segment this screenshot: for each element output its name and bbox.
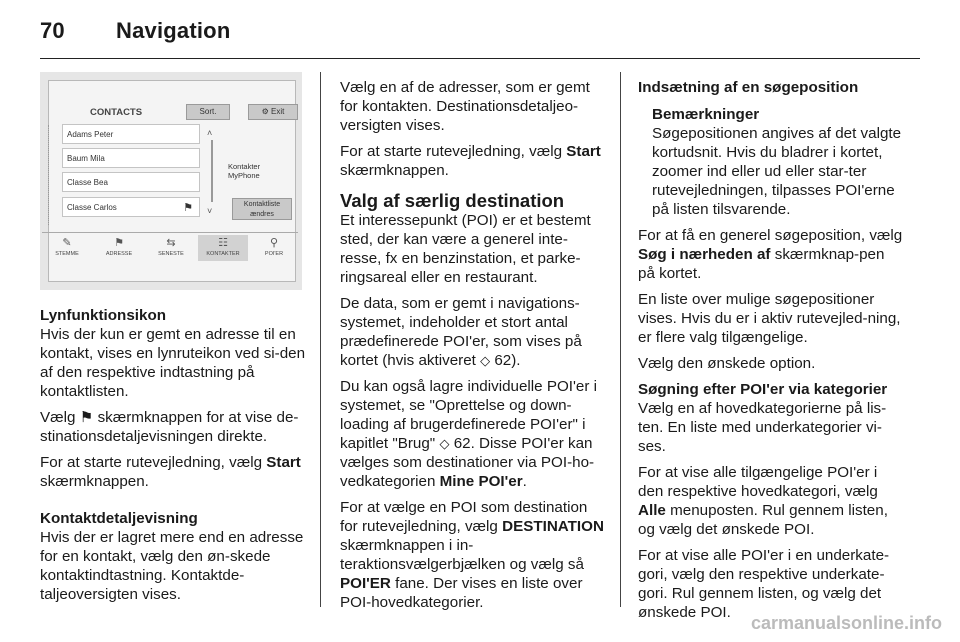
paragraph-poi: Et interessepunkt (POI) er et bestemt sted, der kan være a generel inte-resse, fx en benzinstation, et parke-ringsareal eller en restaurant. — [340, 212, 591, 286]
text: menuposten. Rul gennem listen, og vælg det ønskede POI. — [638, 502, 888, 538]
alle-keyword: Alle — [638, 502, 666, 519]
reference-arrow-icon: ◇ — [439, 436, 450, 451]
contact-row: Classe Bea — [62, 172, 200, 192]
paragraph-lyn: Hvis der kun er gemt en adresse til en kontakt, vises en lynruteikon ved si-den af den respektive indtastning på kontaktlisten. — [40, 326, 306, 400]
destination-keyword: DESTINATION — [502, 518, 604, 535]
edit-contacts-line1: Kontaktliste — [243, 201, 281, 208]
edit-contacts-line2: ændres — [250, 211, 274, 218]
tab-label: SENESTE — [158, 251, 184, 257]
contact-row — [62, 197, 200, 217]
tab-label: STEMME — [55, 251, 79, 257]
section-title: Navigation — [116, 18, 231, 43]
paragraph-vaelg — [40, 408, 306, 446]
heading-kontaktdetaljevisning: Kontaktdetaljevisning — [40, 510, 198, 527]
text: skærmknappen. — [40, 473, 149, 490]
sort-button: Sort. — [186, 104, 230, 120]
tab-label: ADRESSE — [105, 251, 133, 257]
heading-bemaerkninger: Bemærkninger — [652, 106, 760, 123]
start-keyword: Start — [266, 454, 301, 471]
text: For at starte rutevejledning, vælg — [340, 143, 563, 160]
paragraph-under: For at vise alle POI'er i en underkate-gori, vælg den respektive underkate-gori. Rul gennem listen, og vælg det ønskede POI. — [638, 547, 890, 621]
index-dots — [48, 125, 51, 225]
flag-icon: ⚑ — [183, 202, 193, 214]
reference-arrow-icon: ◇ — [480, 353, 491, 368]
column-divider-1 — [320, 72, 321, 607]
text: 62. Disse POI'er kan vælges som destinationer via POI-ho-vedkategorien — [340, 435, 595, 490]
text: skærmknappen for at vise de-stinationsdetaljevisningen direkte. — [40, 409, 299, 445]
header-rule — [40, 58, 920, 59]
tab-label: POI'ER — [264, 251, 284, 257]
paragraph-destination — [340, 498, 606, 612]
exit-button — [248, 104, 298, 120]
paragraph-start — [40, 453, 306, 491]
scroll-up-icon: ˄ — [207, 128, 213, 138]
tab-adresse — [94, 235, 144, 261]
start-keyword: Start — [566, 143, 601, 160]
paragraph-du — [340, 377, 606, 491]
sog-keyword: Søg i nærheden af — [638, 246, 771, 263]
paragraph-kontakt: Hvis der er lagret mere end en adresse for en kontakt, vælg den øn-skede kontaktindtastning. Kontaktde-taljeoversigten vises. — [40, 529, 304, 603]
paragraph-data — [340, 294, 606, 370]
tab-stemme — [42, 235, 92, 261]
column-divider-2 — [620, 72, 621, 607]
gear-icon: ⚙ — [261, 107, 269, 116]
tab-seneste — [146, 235, 196, 261]
heading-indsaetning: Indsætning af en søgeposition — [638, 79, 859, 96]
text: De data, som er gemt i navigations-systemet, indeholder et stort antal prædefinerede POI'er, som vises på kortet (hvis aktiveret — [340, 295, 582, 369]
text: skærmknappen i in-teraktionsvælgerbjælken og vælg så — [340, 537, 584, 573]
text: Du kan også lagre individuelle POI'er i systemet, se "Oprettelse og down-loading af brugerdefinerede POI'er" i kapitlet "Brug" — [340, 378, 598, 452]
page-header — [40, 18, 230, 44]
note-box — [638, 105, 904, 219]
paragraph-alle — [638, 463, 904, 539]
paragraph-adresse: Vælg en af de adresser, som er gemt for kontakten. Destinationsdetaljeo-versigten vises. — [340, 79, 590, 134]
scroll-down-icon: ˅ — [207, 206, 213, 216]
contact-row: Adams Peter — [62, 124, 200, 144]
paragraph-liste: En liste over mulige søgepositioner vises. Hvis du er i aktiv rutevejled-ning, er flere valg tilgængelige. — [638, 291, 901, 346]
column-3 — [638, 78, 904, 629]
poier-keyword: POI'ER — [340, 575, 391, 592]
exit-label: Exit — [271, 107, 285, 116]
paragraph-hoved: Vælg en af hovedkategorierne på lis-ten. En liste med underkategorier vi-ses. — [638, 400, 887, 455]
edit-contacts-button — [232, 198, 292, 220]
paragraph-option: Vælg den ønskede option. — [638, 355, 816, 372]
text: For at vælge en POI som destination for rutevejledning, vælg — [340, 499, 588, 535]
tab-poier — [250, 235, 298, 261]
text: 62). — [494, 352, 521, 369]
column-2 — [340, 78, 606, 619]
side-label: Kontakter MyPhone — [228, 162, 261, 180]
tab-label: KONTAKTER — [206, 251, 240, 257]
text: Vælg — [40, 409, 76, 426]
poi-icon: ⚲ — [269, 237, 279, 249]
scroll-bar — [211, 140, 213, 202]
mine-poier-keyword: Mine POI'er — [439, 473, 523, 490]
text: For at starte rutevejledning, vælg — [40, 454, 263, 471]
paragraph-generel — [638, 226, 904, 283]
text: fane. Der vises en liste over POI-hovedkategorier. — [340, 575, 583, 611]
heading-sogning: Søgning efter POI'er via kategorier — [638, 381, 888, 398]
text: For at få en generel søgeposition, vælg — [638, 227, 903, 244]
tab-kontakter — [198, 235, 248, 261]
column-1 — [40, 306, 306, 611]
flag-icon: ⚑ — [79, 409, 94, 426]
watermark: carmanualsonline.info — [750, 613, 942, 633]
flag-icon: ⚑ — [114, 237, 124, 249]
contact-row: Baum Mila — [62, 148, 200, 168]
text: . — [522, 473, 527, 490]
history-icon: ⇆ — [166, 237, 176, 249]
tab-divider — [42, 232, 298, 233]
page-number: 70 — [40, 18, 65, 43]
heading-valg-af-saerlig-destination: Valg af særlig destination — [340, 190, 565, 211]
paragraph-start — [340, 142, 606, 180]
text: skærmknappen. — [340, 162, 449, 179]
contact-row-label: Classe Carlos — [67, 203, 117, 212]
screenshot-title: CONTACTS — [90, 107, 143, 118]
voice-icon: ✎ — [62, 237, 72, 249]
text: skærmknap-pen på kortet. — [638, 246, 885, 282]
contacts-icon: ☷ — [218, 237, 228, 249]
text: For at vise alle tilgængelige POI'er i den respektive hovedkategori, vælg — [638, 464, 878, 500]
paragraph-bemaerkninger: Søgepositionen angives af det valgte kortudsnit. Hvis du bladrer i kortet, zoomer ind eller ud eller star-ter rutevejledningen, tilpasses POI'erne på listen tilsvarende. — [652, 125, 902, 218]
heading-lynfunktionsikon: Lynfunktionsikon — [40, 307, 166, 324]
